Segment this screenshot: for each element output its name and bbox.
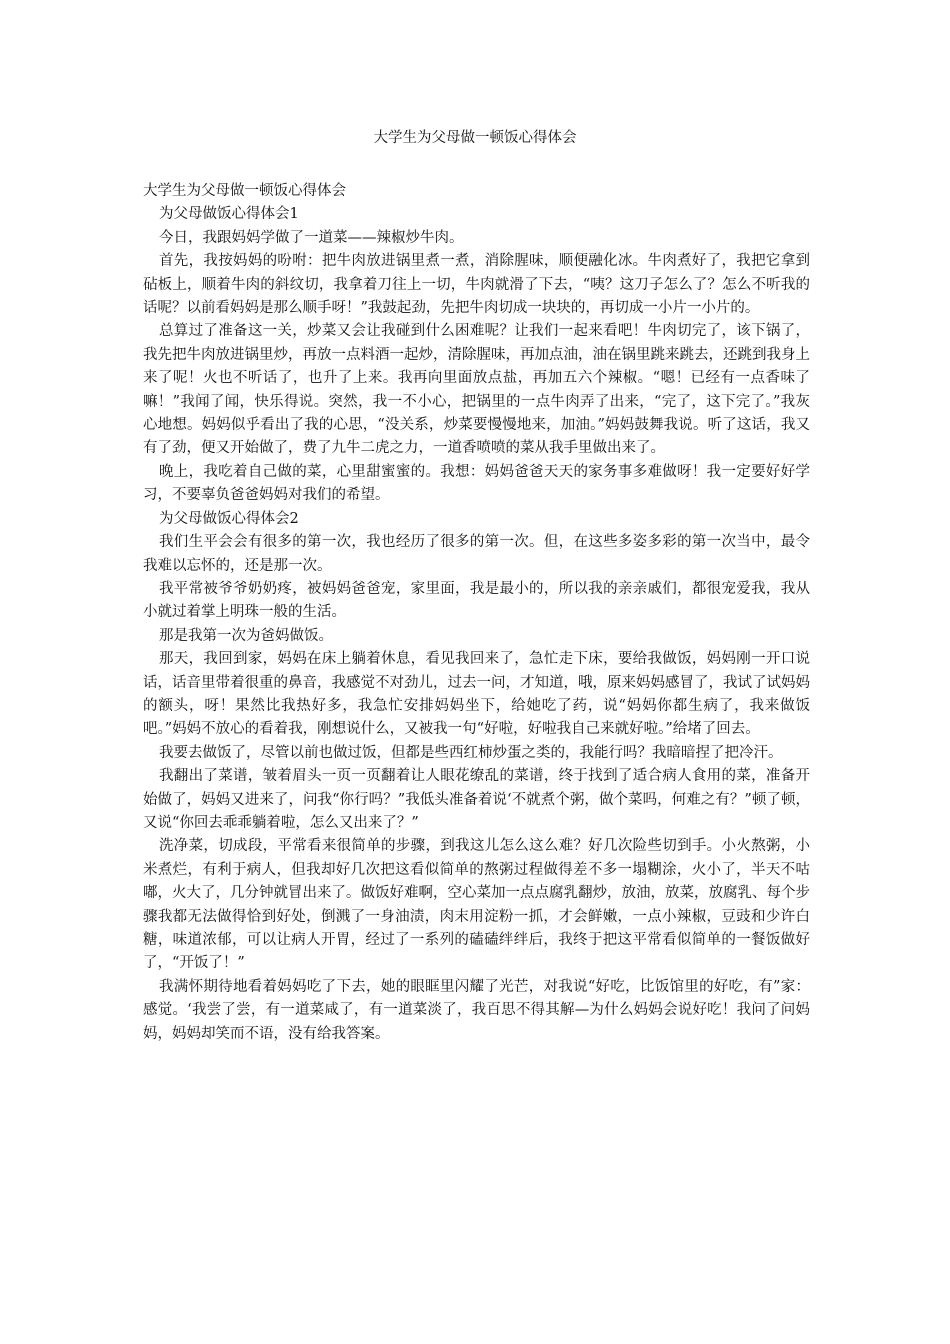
document-title: 大学生为父母做一顿饭心得体会 bbox=[373, 130, 577, 146]
paragraph: 今日，我跟妈妈学做了一道菜——辣椒炒牛肉。 bbox=[159, 229, 464, 246]
paragraph: 我平常被爷爷奶奶疼，被妈妈爸爸宠，家里面，我是最小的，所以我的亲亲戚们，都很宠爱我，我从小就过着掌上明珠一般的生活。 bbox=[143, 580, 810, 621]
paragraph: 那是我第一次为爸妈做饭。 bbox=[159, 627, 333, 644]
section-heading: 为父母做饭心得体会2 bbox=[159, 510, 299, 527]
paragraph: 我翻出了菜谱，皱着眉头一页一页翻着让人眼花缭乱的菜谱，终于找到了适合病人食用的菜，准备开始做了，妈妈又进来了，问我“你行吗？”我低头准备着说‘不就煮个粥，做个菜吗，何难之有？”顿了顿，又说“你回去乖乖躺着啦，怎么又出来了？” bbox=[143, 768, 810, 831]
paragraph: 我们生平会会有很多的第一次，我也经历了很多的第一次。但，在这些多姿多彩的第一次当中，最令我难以忘怀的，还是那一次。 bbox=[143, 534, 810, 574]
section-heading: 为父母做饭心得体会1 bbox=[159, 206, 299, 223]
paragraph: 首先，我按妈妈的吩咐：把牛肉放进锅里煮一煮，消除腥味，顺便融化冰。牛肉煮好了，我把它拿到砧板上，顺着牛肉的斜纹切，我拿着刀往上一切，牛肉就滑了下去，“咦？这刀子怎么了？怎么不听我的话呢？以前看妈妈是那么顺手呀！”我鼓起劲，先把牛肉切成一块块的，再切成一小片一小片的。 bbox=[143, 253, 810, 317]
paragraph: 洗净菜，切成段，平常看来很简单的步骤，到我这儿怎么这么难？好几次险些切到手。小火熬粥，小米煮烂，有利于病人，但我却好几次把这看似简单的熬粥过程做得差不多一塌糊涂，火小了，半天不咕嘟，火大了，几分钟就冒出来了。做饭好难啊，空心菜加一点点腐乳翻炒，放油，放菜，放腐乳、每个步骤我都无法做得恰到好处，倒溅了一身油渍，肉末用淀粉一抓，才会鲜嫩，一点小辣椒，豆豉和少许白糖，味道浓郁，可以让病人开胃，经过了一系列的磕磕绊绊后，我终于把这平常看似简单的一餐饭做好了，“开饭了！” bbox=[143, 838, 810, 972]
subtitle-line: 大学生为父母做一顿饭心得体会 bbox=[143, 183, 346, 199]
paragraph: 总算过了准备这一关，炒菜又会让我碰到什么困难呢？让我们一起来看吧！牛肉切完了，该下锅了，我先把牛肉放进锅里炒，再放一点料酒一起炒，清除腥味，再加点油，油在锅里跳来跳去，还跳到我身上来了呢！火也不听话了，也升了上来。我再向里面放点盐，再加五六个辣椒。“嗯！已经有一点香味了嘛！”我闻了闻，快乐得说。突然，我一不小心，把锅里的一点牛肉弄了出来，“完了，这下完了。”我灰心地想。妈妈似乎看出了我的心思，“没关系，炒菜要慢慢地来，加油。”妈妈鼓舞我说。听了这话，我又有了劲，便又开始做了，费了九牛二虎之力，一道香喷喷的菜从我手里做出来了。 bbox=[143, 323, 810, 457]
paragraph: 晚上，我吃着自己做的菜，心里甜蜜蜜的。我想：妈妈爸爸天天的家务事多难做呀！我一定要好好学习，不要辜负爸爸妈妈对我们的希望。 bbox=[143, 463, 810, 504]
document-body bbox=[143, 180, 810, 1046]
paragraph: 我满怀期待地看着妈妈吃了下去，她的眼眶里闪耀了光芒，对我说“好吃，比饭馆里的好吃，有”家：感觉。‘我尝了尝，有一道菜咸了，有一道菜淡了，我百思不得其解—为什么妈妈会说好吃！我问了问妈妈，妈妈却笑而不语，没有给我答案。 bbox=[143, 978, 810, 1042]
paragraph: 那天，我回到家，妈妈在床上躺着休息，看见我回来了，急忙走下床，要给我做饭，妈妈刚一开口说话，话音里带着很重的鼻音，我感觉不对劲儿，过去一问，才知道，哦，原来妈妈感冒了，我试了试妈妈的额头，呀！果然比我热好多，我急忙安排妈妈坐下，给她吃了药，说“妈妈你都生病了，我来做饭吧。”妈妈不放心的看着我，刚想说什么，又被我一句“好啦，好啦我自己来就好啦。”给堵了回去。 bbox=[143, 651, 810, 738]
paragraph: 我要去做饭了，尽管以前也做过饭，但都是些西红柿炒蛋之类的，我能行吗？我暗暗捏了把冷汗。 bbox=[159, 744, 783, 761]
